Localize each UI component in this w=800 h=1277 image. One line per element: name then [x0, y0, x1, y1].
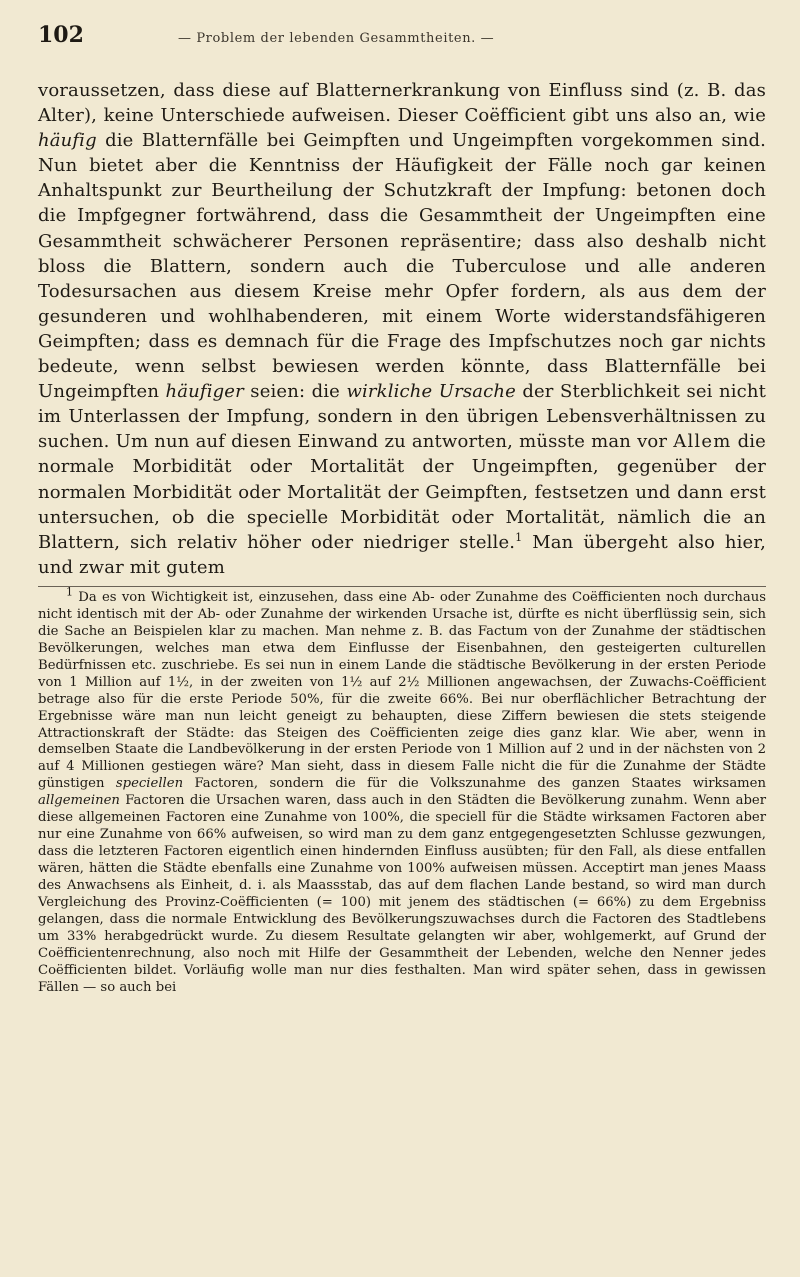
- footnote: [38, 585, 766, 997]
- page-number: 102: [38, 22, 84, 48]
- footnote-text-segment: Factoren die Ursachen waren, dass auch in den Städten die Bevölkerung zunahm. Wenn aber diese allgemeinen Factoren eine Zunahme von 100%, die speciell für die Städte wirksamen Factoren aber nur eine Zunahme von 66% aufweisen, so wird man zu dem ganz entgegengesetzten Schlusse gezwungen, dass die letzteren Factoren eigentlich einen hindernden Einfluss ausübten; für den Fall, als diese entfallen wären, hätten die Städte ebenfalls eine Zunahme von 100% aufweisen müssen. Acceptirt man jenes Maass des Anwachsens als Einheit, d. i. als Maassstab, das auf dem flachen Lande bestand, so wird man durch Vergleichung des Provinz-Coëfficienten (= 100) mit jenem des städtischen (= 66%) zu dem Ergebniss gelangen, dass die normale Entwicklung des Bevölkerungszuwachses durch die Factoren des Stadtlebens um 33% herabgedrückt wurde. Zu diesem Resultate gelangten wir aber, wohlgemerkt, auf Grund der Coëfficientenrechnung, also noch mit Hilfe der Gesammtheit der Lebenden, welche den Nenner jedes Coëfficienten bildet. Vorläufig wolle man nur dies festhalten. Man wird später sehen, dass in gewissen Fällen — so auch bei: [38, 793, 766, 995]
- body-text-segment: voraussetzen, dass diese auf Blatternerkrankung von Einfluss sind (z. B. das Alter), keine Unterschiede aufweisen. Dieser Coëfficient gibt uns also an, wie: [38, 80, 766, 127]
- body-text-segment: der Sterblichkeit sei nicht im Unterlassen der Impfung, sondern in den übrigen Lebensverhältnissen zu suchen. Um nun auf diesen Einwand zu antworten, müsste man vor: [38, 381, 767, 453]
- emphasis-haeufig: häufig: [38, 130, 97, 152]
- body-text-segment: die Blatternfälle bei Geimpften und Ungeimpften vorgekommen sind. Nun bietet aber die Kenntniss der Häufigkeit der Fälle noch gar keinen Anhaltspunkt zur Beurtheilung der Schutzkraft der Impfung: betonen doch die Impfgegner fortwährend, dass die Gesammtheit der Ungeimpften eine Gesammtheit schwächerer Personen repräsentire; dass also deshalb nicht bloss die Blattern, sondern auch die Tuberculose und alle anderen Todesursachen aus diesem Kreise mehr Opfer fordern, als aus dem der gesunderen und wohlhabenderen, mit einem Worte widerstandsfähigeren Geimpften; dass es demnach für die Frage des Impfschutzes noch gar nichts bedeute, wenn selbst bewiesen werden könnte, dass Blatternfälle bei Ungeimpften: [38, 130, 766, 403]
- body-paragraph: [38, 78, 766, 580]
- page-header: [38, 22, 766, 52]
- body-text-segment: Man übergeht also hier, und zwar mit gutem: [38, 531, 766, 578]
- footnote-text-segment: Da es von Wichtigkeit ist, einzusehen, dass eine Ab- oder Zunahme des Coëfficienten noch durchaus nicht identisch mit der Ab- oder Zunahme der wirkenden Ursache ist, dürfte es nicht überflüssig sein, sich die Sache an Beispielen klar zu machen. Man nehme z. B. das Factum von der Zunahme der städtischen Bevölkerungen, welches man etwa dem Einflusse der Eisenbahnen, den gesteigerten culturellen Bedürfnissen etc. zuschriebe. Es sei nun in einem Lande die städtische Bevölkerung in der ersten Periode von 1 Million auf 1½, in der zweiten von 1½ auf 2½ Millionen angewachsen, der Zuwachs-Coëfficient betrage also für die erste Periode 50%, für die zweite 66%. Bei nur oberflächlicher Betrachtung der Ergebnisse wäre man nun leicht geneigt zu behaupten, diese Ziffern bewiesen die stets steigende Attractionskraft der Städte: das Steigen des Coëfficienten zeige dies ganz klar. Wie aber, wenn in demselben Staate die Landbevölkerung in der ersten Periode von 1 Million auf 2 und in der nächsten von 2 auf 4 Millionen gestiegen wäre? Man sieht, dass in diesem Falle nicht die für die Zunahme der Städte günstigen: [38, 589, 766, 792]
- main-text: [38, 78, 766, 580]
- body-text-segment: die normale Morbidität oder Mortalität der Ungeimpften, gegenüber der normalen Morbidität oder Mortalität der Geimpften, festsetzen und dann erst untersuchen, ob die specielle Morbidität oder Mortalität, nämlich die an Blattern, sich relativ höher oder niedriger stelle.: [38, 431, 766, 553]
- footnote-reference[interactable]: 1: [515, 530, 523, 544]
- footnote-paragraph: [38, 585, 766, 997]
- body-text-segment: seien: die: [243, 381, 347, 403]
- emphasis-haeufiger: häufiger: [165, 381, 244, 403]
- spaced-word-allem: Allem: [673, 431, 732, 453]
- emphasis-speciellen: speciellen: [115, 776, 184, 792]
- footnote-divider: [38, 586, 766, 587]
- emphasis-allgemeinen: allgemeinen: [38, 793, 120, 809]
- running-head: — Problem der lebenden Gesammtheiten. —: [178, 31, 495, 46]
- footnote-text-segment: Factoren, sondern die für die Volkszunahme des ganzen Staates wirksamen: [183, 776, 766, 792]
- emphasis-wirkliche-ursache: wirkliche Ursache: [346, 381, 516, 403]
- footnote-marker: 1: [66, 585, 73, 599]
